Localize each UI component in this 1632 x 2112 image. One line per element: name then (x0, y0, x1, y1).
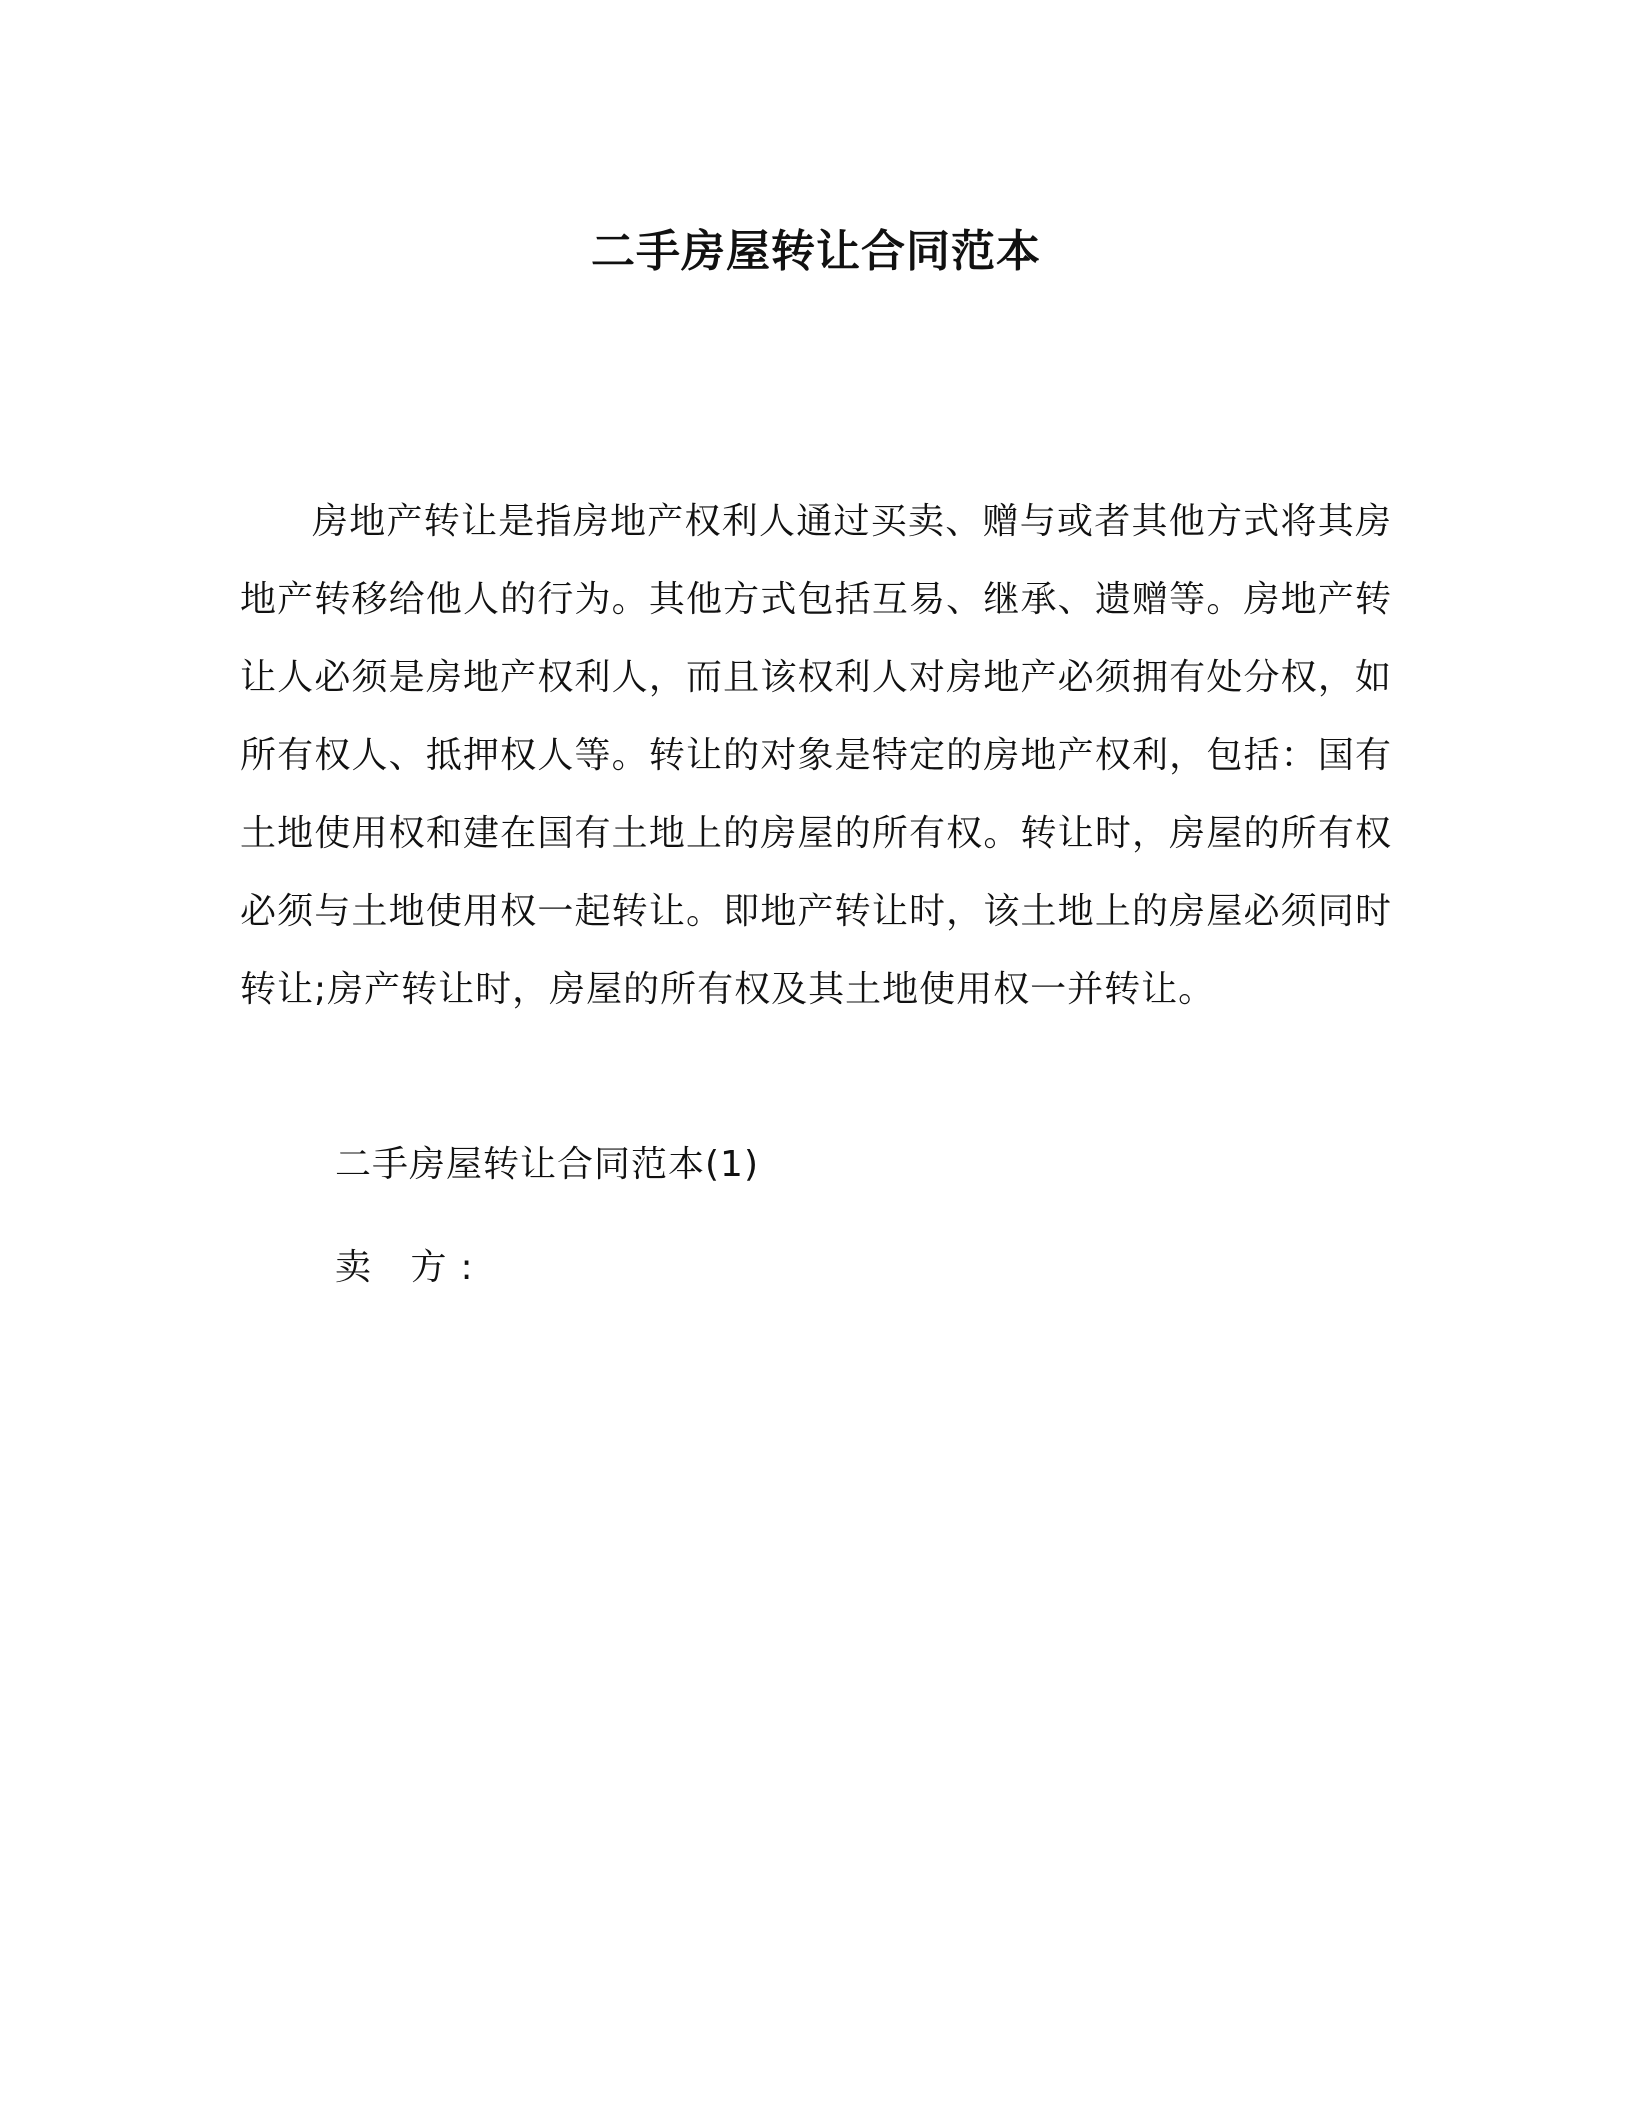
intro-paragraph: 房地产转让是指房地产权利人通过买卖、赠与或者其他方式将其房地产转移给他人的行为。其他方式包括互易、继承、遗赠等。房地产转让人必须是房地产权利人，而且该权利人对房地产必须拥有处分权，如所有权人、抵押权人等。转让的对象是特定的房地产权利，包括：国有土地使用权和建在国有土地上的房屋的所有权。转让时，房屋的所有权必须与土地使用权一起转让。即地产转让时，该土地上的房屋必须同时转让;房产转让时，房屋的所有权及其土地使用权一并转让。 (240, 501, 1392, 1010)
document-title: 二手房屋转让合同范本 (591, 226, 1041, 277)
section-heading: 二手房屋转让合同范本(1) (335, 1144, 759, 1185)
seller-line (335, 1238, 487, 1298)
seller-label: 卖 方: (335, 1247, 487, 1288)
